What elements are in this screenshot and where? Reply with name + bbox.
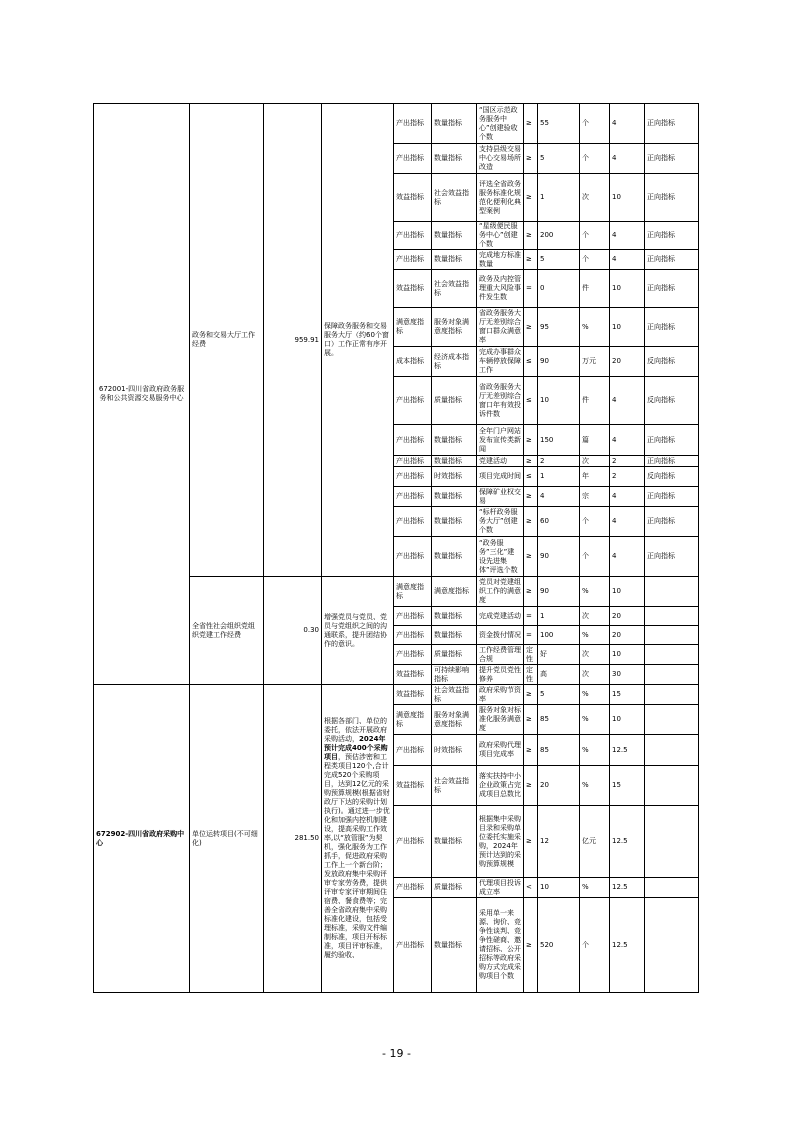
indicator-name: 党员对党建组织工作的满意度 xyxy=(477,577,524,607)
indicator-direction xyxy=(645,607,699,626)
indicator-symbol: = xyxy=(524,270,538,308)
indicator-direction xyxy=(645,685,699,705)
indicator-value: 90 xyxy=(538,537,580,577)
indicator-unit: 次 xyxy=(580,456,610,467)
performance-table xyxy=(93,103,699,993)
project-objective-cell xyxy=(322,685,394,993)
indicator-name: 提升党员党性修养 xyxy=(477,665,524,685)
indicator-level1: 产出指标 xyxy=(394,425,432,456)
indicator-unit: 件 xyxy=(580,377,610,425)
indicator-unit: 个 xyxy=(580,537,610,577)
indicator-value: 200 xyxy=(538,222,580,250)
indicator-level2: 社会效益指标 xyxy=(432,766,477,806)
project-amount-cell: 281.50 xyxy=(264,685,322,993)
indicator-value: 90 xyxy=(538,347,580,377)
indicator-symbol: ≥ xyxy=(524,104,538,144)
indicator-direction: 正向指标 xyxy=(645,487,699,507)
indicator-weight: 12.5 xyxy=(610,898,645,993)
indicator-symbol: ≥ xyxy=(524,456,538,467)
indicator-level1: 产出指标 xyxy=(394,878,432,898)
indicator-direction: 正向指标 xyxy=(645,507,699,537)
indicator-name: 采用单一来源、询价、竞争性谈判、竞争性磋商、邀请招标、公开招标等政府采购方式完成采购项目个数 xyxy=(477,898,524,993)
indicator-symbol: ≥ xyxy=(524,487,538,507)
indicator-name: 代理项目投诉成立率 xyxy=(477,878,524,898)
indicator-symbol: ≤ xyxy=(524,467,538,487)
indicator-weight: 4 xyxy=(610,507,645,537)
indicator-level1: 产出指标 xyxy=(394,735,432,766)
indicator-weight: 4 xyxy=(610,104,645,144)
indicator-symbol: 定性 xyxy=(524,645,538,665)
indicator-symbol: ≥ xyxy=(524,144,538,174)
indicator-symbol: ≥ xyxy=(524,425,538,456)
indicator-value: 4 xyxy=(538,487,580,507)
indicator-name: 全年门户网站发布宣传类新闻 xyxy=(477,425,524,456)
indicator-weight: 10 xyxy=(610,577,645,607)
indicator-level1: 产出指标 xyxy=(394,898,432,993)
indicator-level1: 效益指标 xyxy=(394,766,432,806)
indicator-value: 10 xyxy=(538,878,580,898)
indicator-level1: 效益指标 xyxy=(394,270,432,308)
project-amount-cell: 0.30 xyxy=(264,577,322,685)
project-name-cell: 单位运转项目(不可细化) xyxy=(190,685,264,993)
indicator-direction: 正向指标 xyxy=(645,270,699,308)
indicator-unit: % xyxy=(580,685,610,705)
indicator-level1: 产出指标 xyxy=(394,250,432,270)
indicator-weight: 10 xyxy=(610,705,645,735)
project-objective-cell: 保障政务服务和交易服务大厅（约60个窗口）工作正常有序开展。 xyxy=(322,104,394,577)
indicator-value: 20 xyxy=(538,766,580,806)
indicator-symbol: ≥ xyxy=(524,577,538,607)
indicator-weight: 12.5 xyxy=(610,806,645,878)
indicator-weight: 2 xyxy=(610,467,645,487)
indicator-value: 高 xyxy=(538,665,580,685)
indicator-unit: 次 xyxy=(580,665,610,685)
indicator-value: 10 xyxy=(538,377,580,425)
page-number: - 19 - xyxy=(382,1047,411,1060)
indicator-symbol: ≥ xyxy=(524,806,538,878)
indicator-symbol: ≥ xyxy=(524,735,538,766)
indicator-value: 5 xyxy=(538,144,580,174)
indicator-weight: 2 xyxy=(610,456,645,467)
indicator-symbol: 定性 xyxy=(524,665,538,685)
indicator-value: 85 xyxy=(538,735,580,766)
indicator-level1: 满意度指标 xyxy=(394,308,432,347)
indicator-name: 服务对象对标准化服务满意度 xyxy=(477,705,524,735)
indicator-level2: 时效指标 xyxy=(432,467,477,487)
indicator-level1: 产出指标 xyxy=(394,645,432,665)
indicator-direction xyxy=(645,665,699,685)
indicator-symbol: ≥ xyxy=(524,766,538,806)
indicator-symbol: ≥ xyxy=(524,537,538,577)
indicator-unit: 万元 xyxy=(580,347,610,377)
indicator-symbol: ≥ xyxy=(524,250,538,270)
indicator-level2: 数量指标 xyxy=(432,898,477,993)
indicator-symbol: = xyxy=(524,607,538,626)
indicator-level2: 服务对象满意度指标 xyxy=(432,705,477,735)
indicator-level2: 满意度指标 xyxy=(432,577,477,607)
indicator-direction: 正向指标 xyxy=(645,456,699,467)
indicator-symbol: ≥ xyxy=(524,685,538,705)
indicator-weight: 20 xyxy=(610,607,645,626)
indicator-value: 0 xyxy=(538,270,580,308)
indicator-symbol: ≥ xyxy=(524,705,538,735)
indicator-unit: 件 xyxy=(580,270,610,308)
indicator-weight: 15 xyxy=(610,766,645,806)
indicator-direction xyxy=(645,645,699,665)
indicator-unit: % xyxy=(580,766,610,806)
indicator-symbol: ≤ xyxy=(524,377,538,425)
indicator-level2: 数量指标 xyxy=(432,537,477,577)
indicator-direction xyxy=(645,735,699,766)
indicator-unit: 次 xyxy=(580,645,610,665)
indicator-name: 政务及内控管理重大风险事件发生数 xyxy=(477,270,524,308)
indicator-unit: % xyxy=(580,878,610,898)
indicator-unit: % xyxy=(580,705,610,735)
indicator-value: 95 xyxy=(538,308,580,347)
indicator-level2: 数量指标 xyxy=(432,456,477,467)
table-row xyxy=(94,104,699,144)
indicator-weight: 20 xyxy=(610,626,645,645)
indicator-value: 5 xyxy=(538,250,580,270)
indicator-value: 12 xyxy=(538,806,580,878)
indicator-direction: 正向指标 xyxy=(645,174,699,222)
indicator-level2: 数量指标 xyxy=(432,425,477,456)
indicator-value: 2 xyxy=(538,456,580,467)
indicator-level2: 数量指标 xyxy=(432,222,477,250)
indicator-value: 85 xyxy=(538,705,580,735)
objective-text: ，预估涉密和工程类项目120个,合计完成520个采购项目，达到12亿元的采购预算规模(根据省财政厅下达的采购计划执行)。通过进一步优化和加强内控机制建设，提高采购工作效率,以“放管服”为契机，强化服务为工作抓手，促进政府采购工作上一个新台阶；发放政府集中采购评审专家劳务费，提供评审专家评审期间住宿费、餐食费等；完善全省政府集中采购标准化建设，包括受理标准，采购文件编制标准，项目开标标准，项目评审标准，履约验收、 xyxy=(324,753,390,959)
indicator-name: 落实扶持中小企业政策占完成项目总数比 xyxy=(477,766,524,806)
indicator-level1: 产出指标 xyxy=(394,487,432,507)
indicator-name: 省政务服务大厅无差别综合窗口群众满意率 xyxy=(477,308,524,347)
indicator-weight: 10 xyxy=(610,308,645,347)
indicator-level2: 经济成本指标 xyxy=(432,347,477,377)
indicator-value: 520 xyxy=(538,898,580,993)
indicator-level1: 产出指标 xyxy=(394,607,432,626)
unit-cell: 672902-四川省政府采购中心 xyxy=(94,685,190,993)
indicator-unit: 个 xyxy=(580,250,610,270)
indicator-unit: 个 xyxy=(580,222,610,250)
indicator-weight: 12.5 xyxy=(610,735,645,766)
project-objective-cell: 增强党员与党员、党员与党组织之间的沟通联系，提升团结协作的意识。 xyxy=(322,577,394,685)
indicator-direction: 正向指标 xyxy=(645,222,699,250)
indicator-value: 90 xyxy=(538,577,580,607)
objective-highlight: 2024年预计完成400个采购项目 xyxy=(324,735,388,761)
indicator-level1: 效益指标 xyxy=(394,685,432,705)
indicator-value: 好 xyxy=(538,645,580,665)
indicator-name: “国区示范政务服务中心”创建验收个数 xyxy=(477,104,524,144)
indicator-name: 评选全省政务服务标准化规范化便利化典型案例 xyxy=(477,174,524,222)
indicator-weight: 4 xyxy=(610,487,645,507)
indicator-name: 资金拨付情况 xyxy=(477,626,524,645)
indicator-symbol: ≥ xyxy=(524,898,538,993)
indicator-level1: 产出指标 xyxy=(394,626,432,645)
indicator-value: 1 xyxy=(538,607,580,626)
indicator-level2: 社会效益指标 xyxy=(432,685,477,705)
indicator-symbol: < xyxy=(524,878,538,898)
indicator-unit: % xyxy=(580,626,610,645)
indicator-level1: 产出指标 xyxy=(394,222,432,250)
indicator-value: 55 xyxy=(538,104,580,144)
objective-text: 根据各部门、单位的委托，依法开展政府采购活动， xyxy=(324,717,387,743)
indicator-name: 根据集中采购目录和采购单位委托实施采购，2024年预计达到的采购预算规模 xyxy=(477,806,524,878)
indicator-direction xyxy=(645,898,699,993)
indicator-unit: 个 xyxy=(580,898,610,993)
unit-cell: 672001-四川省政府政务服务和公共资源交易服务中心 xyxy=(94,104,190,685)
indicator-name: 项目完成时间 xyxy=(477,467,524,487)
indicator-name: 政府采购代理项目完成率 xyxy=(477,735,524,766)
indicator-unit: 次 xyxy=(580,607,610,626)
indicator-weight: 10 xyxy=(610,174,645,222)
project-amount-cell: 959.91 xyxy=(264,104,322,577)
indicator-direction: 正向指标 xyxy=(645,104,699,144)
indicator-weight: 20 xyxy=(610,347,645,377)
indicator-unit: % xyxy=(580,577,610,607)
indicator-value: 1 xyxy=(538,467,580,487)
indicator-level2: 数量指标 xyxy=(432,507,477,537)
indicator-direction: 正向指标 xyxy=(645,425,699,456)
indicator-direction xyxy=(645,577,699,607)
indicator-level2: 质量指标 xyxy=(432,377,477,425)
indicator-direction: 反向指标 xyxy=(645,467,699,487)
indicator-unit: % xyxy=(580,735,610,766)
indicator-weight: 10 xyxy=(610,645,645,665)
indicator-weight: 4 xyxy=(610,537,645,577)
indicator-unit: 亿元 xyxy=(580,806,610,878)
indicator-direction: 反向指标 xyxy=(645,377,699,425)
indicator-unit: 宗 xyxy=(580,487,610,507)
indicator-weight: 4 xyxy=(610,222,645,250)
indicator-level2: 服务对象满意度指标 xyxy=(432,308,477,347)
indicator-level1: 效益指标 xyxy=(394,665,432,685)
indicator-value: 60 xyxy=(538,507,580,537)
indicator-level2: 数量指标 xyxy=(432,806,477,878)
indicator-level2: 数量指标 xyxy=(432,626,477,645)
indicator-level2: 质量指标 xyxy=(432,878,477,898)
indicator-name: 支持县级交易中心交易场所改造 xyxy=(477,144,524,174)
indicator-level2: 数量指标 xyxy=(432,144,477,174)
indicator-direction: 正向指标 xyxy=(645,144,699,174)
project-name-cell: 全省性社会组织党组织党建工作经费 xyxy=(190,577,264,685)
indicator-name: 保障矿业权交易 xyxy=(477,487,524,507)
indicator-symbol: ≥ xyxy=(524,308,538,347)
indicator-direction xyxy=(645,626,699,645)
indicator-weight: 4 xyxy=(610,425,645,456)
indicator-name: “政务服务”三化”建设先进集体”评选个数 xyxy=(477,537,524,577)
indicator-level2: 可持续影响指标 xyxy=(432,665,477,685)
indicator-level1: 产出指标 xyxy=(394,377,432,425)
indicator-unit: 次 xyxy=(580,174,610,222)
indicator-direction xyxy=(645,705,699,735)
indicator-unit: 个 xyxy=(580,144,610,174)
indicator-level1: 效益指标 xyxy=(394,174,432,222)
indicator-weight: 10 xyxy=(610,270,645,308)
indicator-weight: 30 xyxy=(610,665,645,685)
indicator-level2: 数量指标 xyxy=(432,487,477,507)
indicator-name: “标杆政务服务大厅”创建个数 xyxy=(477,507,524,537)
indicator-level1: 成本指标 xyxy=(394,347,432,377)
indicator-level1: 产出指标 xyxy=(394,806,432,878)
indicator-symbol: ≥ xyxy=(524,222,538,250)
indicator-level2: 时效指标 xyxy=(432,735,477,766)
indicator-value: 1 xyxy=(538,174,580,222)
indicator-name: 完成地方标准数量 xyxy=(477,250,524,270)
indicator-symbol: = xyxy=(524,626,538,645)
indicator-direction xyxy=(645,878,699,898)
indicator-weight: 12.5 xyxy=(610,878,645,898)
indicator-name: 政府采购节资率 xyxy=(477,685,524,705)
indicator-direction xyxy=(645,806,699,878)
indicator-level2: 数量指标 xyxy=(432,104,477,144)
table-row xyxy=(94,685,699,705)
indicator-name: 党建活动 xyxy=(477,456,524,467)
indicator-weight: 4 xyxy=(610,144,645,174)
indicator-level1: 产出指标 xyxy=(394,104,432,144)
indicator-weight: 15 xyxy=(610,685,645,705)
indicator-name: 工作经费管理合规 xyxy=(477,645,524,665)
indicator-level2: 社会效益指标 xyxy=(432,174,477,222)
indicator-unit: 个 xyxy=(580,507,610,537)
indicator-level1: 产出指标 xyxy=(394,144,432,174)
project-name-cell: 政务和交易大厅工作经费 xyxy=(190,104,264,577)
indicator-level1: 产出指标 xyxy=(394,467,432,487)
indicator-value: 100 xyxy=(538,626,580,645)
indicator-weight: 4 xyxy=(610,377,645,425)
indicator-symbol: ≥ xyxy=(524,507,538,537)
indicator-unit: 年 xyxy=(580,467,610,487)
indicator-value: 5 xyxy=(538,685,580,705)
indicator-level2: 质量指标 xyxy=(432,645,477,665)
indicator-weight: 4 xyxy=(610,250,645,270)
indicator-level2: 数量指标 xyxy=(432,250,477,270)
indicator-direction: 正向指标 xyxy=(645,250,699,270)
indicator-value: 150 xyxy=(538,425,580,456)
indicator-level1: 满意度指标 xyxy=(394,577,432,607)
indicator-level1: 产出指标 xyxy=(394,456,432,467)
indicator-unit: % xyxy=(580,308,610,347)
indicator-direction: 正向指标 xyxy=(645,308,699,347)
indicator-symbol: ≤ xyxy=(524,347,538,377)
indicator-level2: 社会效益指标 xyxy=(432,270,477,308)
indicator-name: 完成党建活动 xyxy=(477,607,524,626)
indicator-level1: 满意度指标 xyxy=(394,705,432,735)
indicator-name: “星级便民服务中心”创建个数 xyxy=(477,222,524,250)
indicator-direction xyxy=(645,766,699,806)
indicator-name: 完成办事群众车辆停放保障工作 xyxy=(477,347,524,377)
indicator-unit: 个 xyxy=(580,104,610,144)
indicator-direction: 反向指标 xyxy=(645,347,699,377)
indicator-name: 省政务服务大厅无差别综合窗口年有效投诉件数 xyxy=(477,377,524,425)
indicator-level1: 产出指标 xyxy=(394,507,432,537)
indicator-symbol: ≥ xyxy=(524,174,538,222)
indicator-unit: 篇 xyxy=(580,425,610,456)
indicator-direction: 正向指标 xyxy=(645,537,699,577)
indicator-level2: 数量指标 xyxy=(432,607,477,626)
indicator-level1: 产出指标 xyxy=(394,537,432,577)
